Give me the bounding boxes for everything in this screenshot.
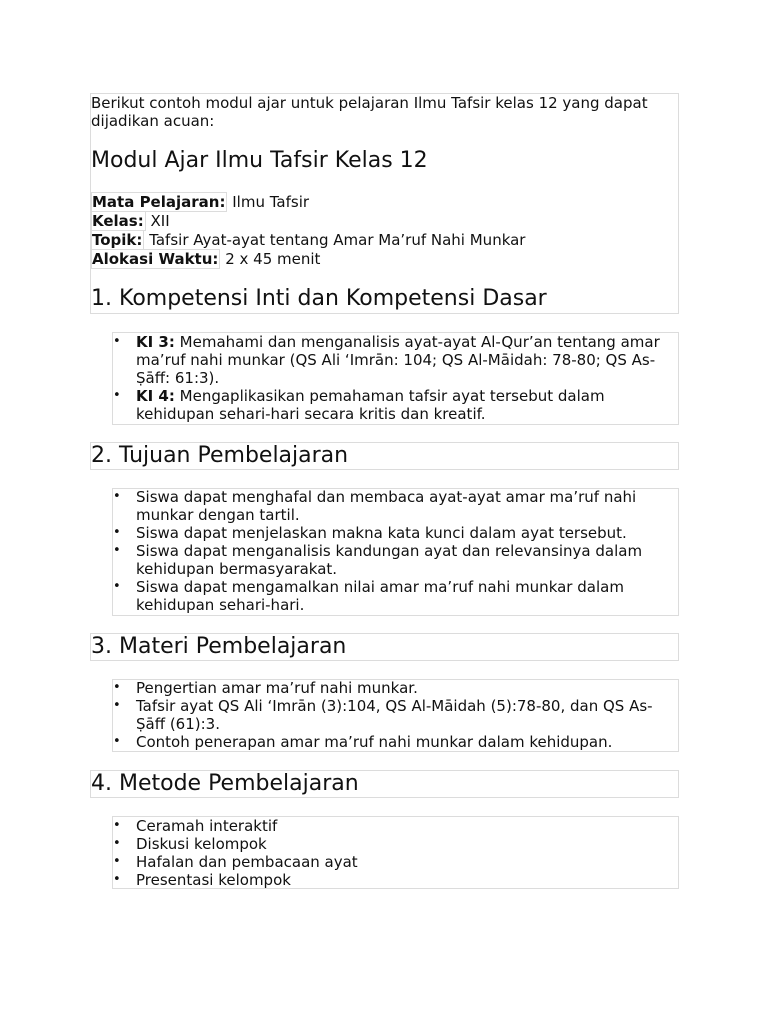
- list-item: • Siswa dapat mengamalkan nilai amar ma’ruf nahi munkar dalam kehidupan sehari-hari.: [113, 578, 678, 614]
- section-heading-materials: 3. Materi Pembelajaran: [91, 634, 347, 659]
- methods-list: [113, 817, 678, 889]
- list-item: • Contoh penerapan amar ma’ruf nahi munkar dalam kehidupan.: [113, 733, 678, 751]
- objectives-list: [113, 488, 678, 614]
- meta-row-topic: [91, 231, 525, 249]
- meta-key: Mata Pelajaran:: [92, 193, 226, 211]
- intro-line-2: dijadikan acuan:: [91, 112, 215, 130]
- meta-key: Alokasi Waktu:: [92, 250, 219, 268]
- list-item: • Hafalan dan pembacaan ayat: [113, 853, 678, 871]
- list-item: • Ceramah interaktif: [113, 817, 678, 835]
- item-label: KI 4:: [136, 387, 175, 405]
- list-item: • Siswa dapat menjelaskan makna kata kunci dalam ayat tersebut.: [113, 524, 678, 542]
- list-item: • Tafsir ayat QS Ali ‘Imrān (3):104, QS Al-Māidah (5):78-80, dan QS As- Ṣāff (61):3.: [113, 697, 678, 733]
- meta-key: Topik:: [92, 231, 143, 249]
- list-item: • Diskusi kelompok: [113, 835, 678, 853]
- page-title: Modul Ajar Ilmu Tafsir Kelas 12: [91, 148, 428, 173]
- list-item: • Presentasi kelompok: [113, 871, 678, 889]
- section-heading-methods: 4. Metode Pembelajaran: [91, 771, 359, 796]
- meta-key: Kelas:: [92, 212, 144, 230]
- meta-value: Ilmu Tafsir: [232, 193, 310, 211]
- section-heading-objectives: 2. Tujuan Pembelajaran: [91, 443, 349, 468]
- meta-row-class: [91, 212, 170, 230]
- list-item: • KI 4: Mengaplikasikan pemahaman tafsir ayat tersebut dalam kehidupan sehari-hari secara kritis dan kreatif.: [113, 387, 678, 423]
- section-heading-competency: 1. Kompetensi Inti dan Kompetensi Dasar: [91, 286, 547, 311]
- meta-value: 2 x 45 menit: [225, 250, 321, 268]
- meta-row-duration: [91, 250, 320, 268]
- list-item: • Siswa dapat menganalisis kandungan ayat dan relevansinya dalam kehidupan bermasyarakat.: [113, 542, 678, 578]
- list-item: • Siswa dapat menghafal dan membaca ayat-ayat amar ma’ruf nahi munkar dengan tartil.: [113, 488, 678, 524]
- materials-list: [113, 679, 678, 751]
- intro-line-1: Berikut contoh modul ajar untuk pelajaran Ilmu Tafsir kelas 12 yang dapat: [91, 94, 648, 112]
- meta-value: Tafsir Ayat-ayat tentang Amar Ma’ruf Nahi Munkar: [149, 231, 526, 249]
- list-item: • Pengertian amar ma’ruf nahi munkar.: [113, 679, 678, 697]
- meta-value: XII: [150, 212, 170, 230]
- list-item: • KI 3: Memahami dan menganalisis ayat-ayat Al-Qur’an tentang amar ma’ruf nahi munkar (QS Ali ‘Imrān: 104; QS Al-Māidah: 78-80; QS As- Ṣāff: 61:3).: [113, 333, 678, 387]
- meta-row-subject: [91, 193, 309, 211]
- competency-list: [113, 333, 678, 423]
- item-label: KI 3:: [136, 333, 175, 351]
